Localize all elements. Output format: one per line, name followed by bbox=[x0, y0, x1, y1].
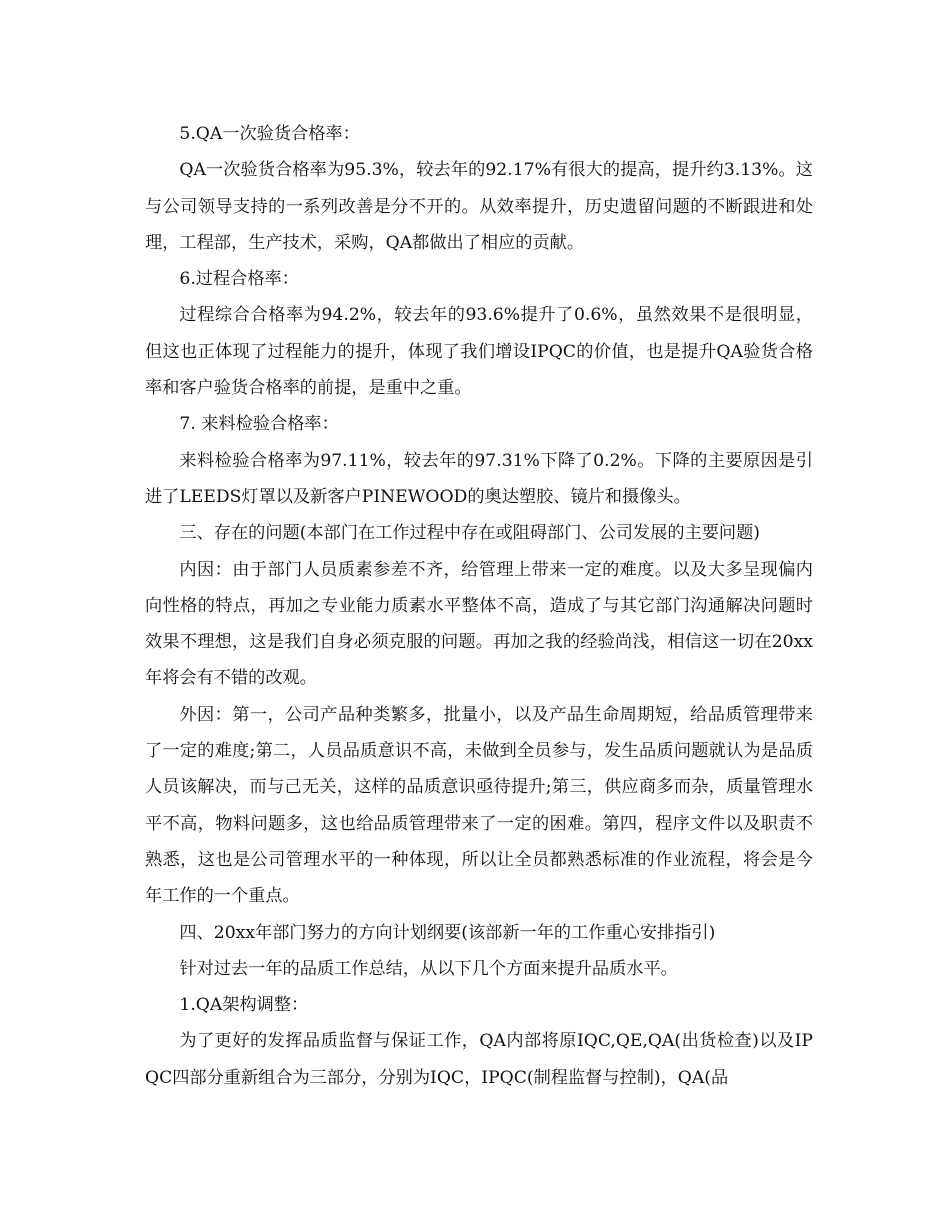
paragraph-process-pass-rate: 过程综合合格率为94.2%，较去年的93.6%提升了0.6%，虽然效果不是很明显，但这也正体现了过程能力的提升，体现了我们增设IPQC的价值，也是提升QA验货合格率和客户验货合格率的前提，是重中之重。 bbox=[145, 305, 813, 399]
paragraph-incoming-inspection: 来料检验合格率为97.11%，较去年的97.31%下降了0.2%。下降的主要原因是引进了LEEDS灯罩以及新客户PINEWOOD的奥达塑胶、镜片和摄像头。 bbox=[145, 450, 813, 507]
paragraph-internal-causes: 内因：由于部门人员质素参差不齐，给管理上带来一定的难度。以及大多呈现偏内向性格的特点，再加之专业能力质素水平整体不高，造成了与其它部门沟通解决问题时效果不理想，这是我们自身必须克服的问题。再加之我的经验尚浅，相信这一切在20xx年将会有不错的改观。 bbox=[145, 559, 813, 689]
section-heading-incoming-inspection: 7. 来料检验合格率： bbox=[179, 414, 339, 435]
section-heading-qa-pass-rate: 5.QA一次验货合格率： bbox=[179, 124, 360, 144]
document-body bbox=[145, 116, 813, 1096]
section-heading-process-pass-rate: 6.过程合格率： bbox=[179, 269, 299, 290]
section-heading-qa-restructure: 1.QA架构调整： bbox=[179, 995, 309, 1016]
section-heading-plan: 四、20xx年部门努力的方向计划纲要(该部新一年的工作重心安排指引) bbox=[179, 922, 716, 943]
paragraph-external-causes: 外因：第一，公司产品种类繁多，批量小，以及产品生命周期短，给品质管理带来了一定的难度;第二，人员品质意识不高，未做到全员参与，发生品质问题就认为是品质人员该解决，而与己无关，这样的品质意识亟待提升;第三，供应商多而杂，质量管理水平不高，物料问题多，这也给品质管理带来了一定的困难。第四，程序文件以及职责不熟悉，这也是公司管理水平的一种体现，所以让全员都熟悉标准的作业流程，将会是今年工作的一个重点。 bbox=[145, 704, 813, 907]
paragraph-qa-restructure: 为了更好的发挥品质监督与保证工作，QA内部将原IQC,QE,QA(出货检查)以及IPQC四部分重新组合为三部分，分别为IQC，IPQC(制程监督与控制)，QA(品 bbox=[145, 1031, 813, 1088]
section-heading-existing-problems: 三、存在的问题(本部门在工作过程中存在或阻碍部门、公司发展的主要问题) bbox=[179, 523, 760, 544]
paragraph-plan-intro: 针对过去一年的品质工作总结，从以下几个方面来提升品质水平。 bbox=[179, 958, 678, 979]
paragraph-qa-pass-rate: QA一次验货合格率为95.3%，较去年的92.17%有很大的提高，提升约3.13%。这与公司领导支持的一系列改善是分不开的。从效率提升，历史遗留问题的不断跟进和处理，工程部，生产技术，采购，QA都做出了相应的贡献。 bbox=[145, 160, 813, 253]
